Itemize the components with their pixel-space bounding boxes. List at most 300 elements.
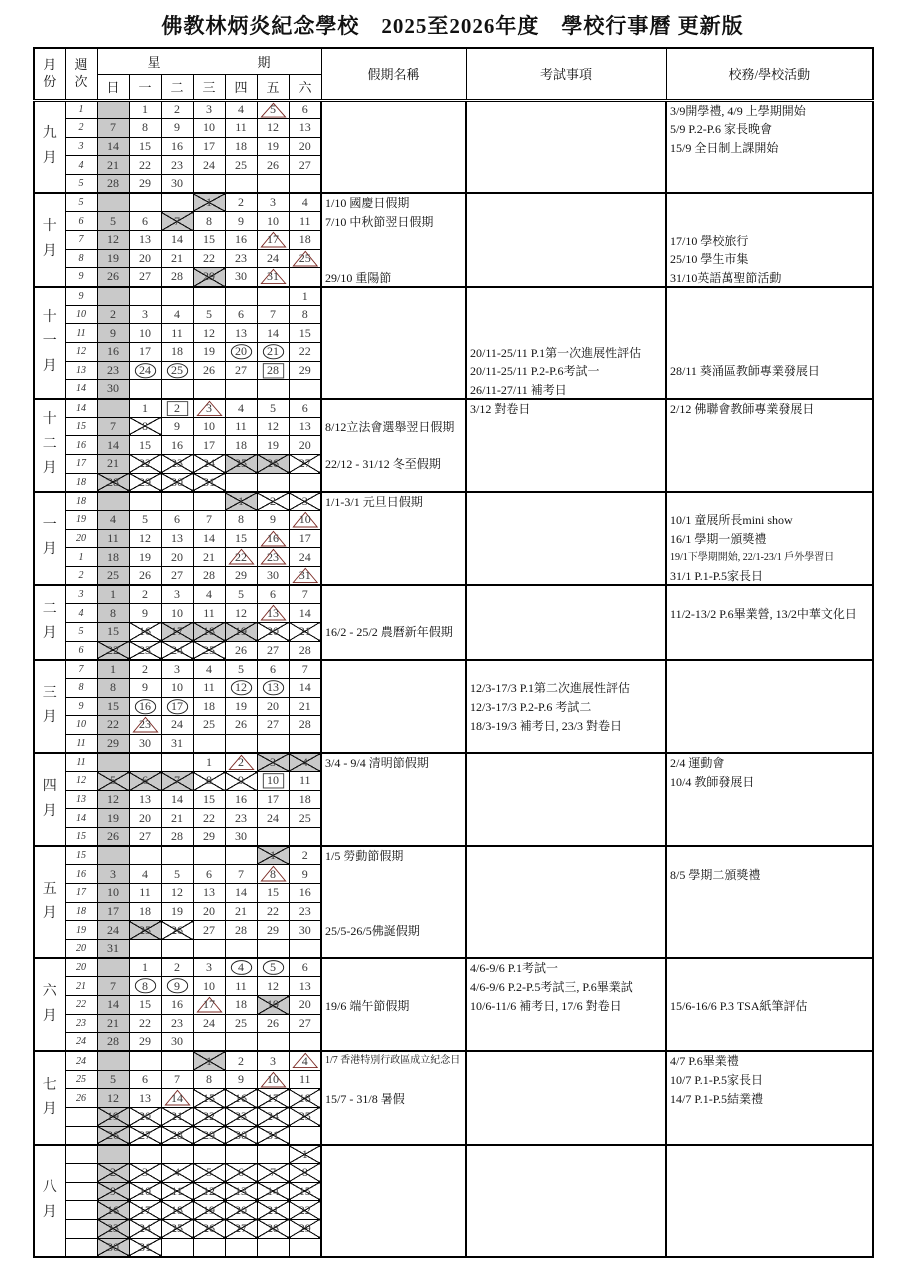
date-cell bbox=[97, 958, 129, 977]
date-cell bbox=[129, 790, 161, 809]
date-number: 4 bbox=[238, 102, 244, 117]
date-cell bbox=[257, 436, 289, 455]
date-number: 22 bbox=[203, 1109, 215, 1124]
activity-cell bbox=[666, 1051, 873, 1144]
date-number: 19 bbox=[107, 1109, 119, 1124]
date-number: 19 bbox=[235, 624, 247, 639]
date-number: 4 bbox=[174, 307, 180, 322]
date-cell bbox=[257, 604, 289, 623]
date-number: 23 bbox=[139, 642, 151, 657]
week-number-cell: 15 bbox=[65, 828, 97, 847]
date-cell bbox=[97, 1201, 129, 1220]
date-cell bbox=[161, 399, 193, 418]
date-cell bbox=[225, 921, 257, 940]
date-number: 20 bbox=[298, 139, 311, 154]
date-number: 22 bbox=[139, 1015, 151, 1030]
date-number: 9 bbox=[142, 605, 148, 620]
date-cell bbox=[257, 716, 289, 735]
date-number: 4 bbox=[238, 960, 244, 975]
date-cell bbox=[129, 156, 161, 175]
date-cell bbox=[129, 268, 161, 287]
date-number: 26 bbox=[203, 363, 215, 378]
week-number-cell: 17 bbox=[65, 884, 97, 903]
date-number: 11 bbox=[235, 418, 247, 433]
date-number: 31 bbox=[267, 1127, 279, 1142]
date-cell bbox=[225, 343, 257, 362]
date-cell bbox=[289, 324, 321, 343]
exam-cell bbox=[466, 193, 666, 286]
header-weekdays-group: 星期 bbox=[97, 48, 321, 74]
month-label: 九月 bbox=[42, 126, 57, 166]
date-cell bbox=[129, 902, 161, 921]
date-cell bbox=[225, 1089, 257, 1108]
date-number: 13 bbox=[267, 680, 279, 695]
date-cell bbox=[225, 1163, 257, 1182]
date-cell bbox=[193, 1033, 225, 1052]
date-cell bbox=[289, 1051, 321, 1070]
date-number: 19 bbox=[203, 1202, 215, 1217]
date-number: 21 bbox=[298, 698, 311, 713]
date-number: 10 bbox=[171, 605, 183, 620]
date-cell bbox=[97, 492, 129, 511]
date-cell bbox=[225, 865, 257, 884]
exam-notes bbox=[467, 754, 665, 845]
date-cell bbox=[193, 809, 225, 828]
date-number: 13 bbox=[139, 792, 151, 807]
date-cell bbox=[289, 1219, 321, 1238]
date-cell bbox=[193, 678, 225, 697]
date-number: 8 bbox=[142, 120, 148, 135]
week-number-cell: 10 bbox=[65, 305, 97, 324]
date-number: 5 bbox=[174, 866, 180, 881]
activity-text: 15/6-16/6 P.3 TSA紙筆評估 bbox=[670, 998, 808, 1013]
activity-cell bbox=[666, 585, 873, 660]
date-cell bbox=[257, 510, 289, 529]
date-number: 26 bbox=[267, 1015, 279, 1030]
date-cell bbox=[97, 100, 129, 119]
date-cell bbox=[161, 1070, 193, 1089]
date-cell bbox=[129, 1033, 161, 1052]
date-number: 26 bbox=[267, 456, 279, 471]
date-cell bbox=[289, 287, 321, 306]
date-number: 28 bbox=[171, 1127, 183, 1142]
date-cell bbox=[161, 753, 193, 772]
date-cell bbox=[161, 193, 193, 212]
date-cell bbox=[129, 212, 161, 231]
date-cell bbox=[129, 529, 161, 548]
date-number: 2 bbox=[110, 1165, 116, 1180]
date-cell bbox=[97, 604, 129, 623]
date-number: 9 bbox=[174, 418, 180, 433]
date-number: 9 bbox=[110, 1183, 116, 1198]
date-number: 28 bbox=[107, 1034, 119, 1049]
holiday-cell bbox=[321, 753, 466, 846]
date-number: 12 bbox=[171, 885, 183, 900]
date-number: 14 bbox=[203, 530, 215, 545]
date-cell bbox=[97, 454, 129, 473]
date-number: 28 bbox=[298, 717, 311, 732]
date-cell bbox=[257, 828, 289, 847]
date-cell bbox=[257, 268, 289, 287]
date-cell bbox=[257, 287, 289, 306]
date-cell bbox=[97, 268, 129, 287]
date-cell bbox=[225, 137, 257, 156]
date-number: 18 bbox=[203, 624, 215, 639]
date-number: 5 bbox=[270, 102, 276, 117]
exam-notes bbox=[467, 661, 665, 752]
date-number: 3 bbox=[270, 195, 276, 210]
date-cell bbox=[193, 473, 225, 492]
date-cell bbox=[97, 510, 129, 529]
date-number: 20 bbox=[267, 698, 279, 713]
date-number: 19 bbox=[107, 810, 119, 825]
date-number: 15 bbox=[298, 1183, 311, 1198]
date-number: 26 bbox=[267, 157, 279, 172]
date-cell bbox=[161, 156, 193, 175]
header-month: 月份 bbox=[34, 48, 65, 100]
week-row bbox=[34, 585, 873, 604]
date-number: 7 bbox=[270, 307, 276, 322]
date-cell bbox=[257, 548, 289, 567]
date-number: 28 bbox=[203, 567, 215, 582]
date-cell bbox=[257, 119, 289, 138]
date-number: 20 bbox=[171, 549, 183, 564]
date-cell bbox=[161, 828, 193, 847]
date-cell bbox=[257, 361, 289, 380]
date-number: 18 bbox=[235, 139, 247, 154]
date-cell bbox=[289, 231, 321, 250]
week-number-cell: 12 bbox=[65, 772, 97, 791]
date-cell bbox=[129, 137, 161, 156]
date-cell bbox=[289, 1126, 321, 1145]
date-cell bbox=[97, 1033, 129, 1052]
week-number-cell: 17 bbox=[65, 454, 97, 473]
exam-cell bbox=[466, 492, 666, 585]
date-cell bbox=[225, 268, 257, 287]
date-number: 2 bbox=[238, 1053, 244, 1068]
date-cell bbox=[161, 1238, 193, 1257]
date-cell bbox=[193, 156, 225, 175]
date-number: 7 bbox=[174, 773, 180, 788]
date-number: 10 bbox=[171, 680, 183, 695]
week-number-cell: 24 bbox=[65, 1033, 97, 1052]
date-cell bbox=[257, 641, 289, 660]
date-number: 31 bbox=[298, 567, 311, 582]
date-number: 11 bbox=[235, 120, 247, 135]
date-cell bbox=[161, 697, 193, 716]
date-cell bbox=[289, 529, 321, 548]
week-number-cell: 11 bbox=[65, 734, 97, 753]
date-cell bbox=[161, 548, 193, 567]
date-number: 22 bbox=[203, 251, 215, 266]
date-cell bbox=[225, 529, 257, 548]
date-cell bbox=[129, 287, 161, 306]
date-number: 25 bbox=[298, 1109, 311, 1124]
date-number: 29 bbox=[139, 1034, 151, 1049]
date-cell bbox=[289, 417, 321, 436]
exam-notes bbox=[467, 1146, 665, 1256]
holiday-notes bbox=[322, 1052, 465, 1143]
date-number: 3 bbox=[174, 661, 180, 676]
date-cell bbox=[193, 566, 225, 585]
activity-notes bbox=[667, 1146, 872, 1256]
holiday-cell bbox=[321, 846, 466, 958]
date-number: 13 bbox=[139, 232, 151, 247]
date-number: 25 bbox=[235, 157, 247, 172]
header-holiday: 假期名稱 bbox=[321, 48, 466, 100]
date-cell bbox=[97, 1051, 129, 1070]
date-number: 2 bbox=[270, 493, 276, 508]
date-cell bbox=[193, 399, 225, 418]
date-cell bbox=[193, 417, 225, 436]
date-cell bbox=[129, 1070, 161, 1089]
date-cell bbox=[129, 1051, 161, 1070]
date-number: 10 bbox=[267, 1071, 279, 1086]
date-number: 6 bbox=[301, 102, 308, 117]
date-cell bbox=[289, 510, 321, 529]
week-row bbox=[34, 1145, 873, 1164]
date-number: 19 bbox=[139, 549, 151, 564]
date-number: 11 bbox=[171, 325, 183, 340]
date-cell bbox=[193, 249, 225, 268]
date-cell bbox=[97, 193, 129, 212]
date-cell bbox=[161, 996, 193, 1015]
date-cell bbox=[161, 268, 193, 287]
date-cell bbox=[129, 566, 161, 585]
week-number-cell: 5 bbox=[65, 193, 97, 212]
date-cell bbox=[97, 361, 129, 380]
date-cell bbox=[225, 212, 257, 231]
date-number: 14 bbox=[107, 437, 119, 452]
week-row bbox=[34, 287, 873, 306]
date-cell bbox=[193, 305, 225, 324]
date-number: 6 bbox=[142, 213, 148, 228]
date-cell bbox=[129, 399, 161, 418]
date-cell bbox=[97, 137, 129, 156]
date-cell bbox=[257, 753, 289, 772]
week-number-cell: 9 bbox=[65, 268, 97, 287]
date-number: 29 bbox=[203, 269, 215, 284]
date-cell bbox=[257, 380, 289, 399]
date-cell bbox=[129, 996, 161, 1015]
date-number: 27 bbox=[171, 567, 183, 582]
date-cell bbox=[289, 958, 321, 977]
week-number-cell: 8 bbox=[65, 249, 97, 268]
date-number: 7 bbox=[238, 866, 244, 881]
date-number: 5 bbox=[238, 587, 244, 602]
month-label: 七月 bbox=[42, 1077, 57, 1118]
activity-text: 3/9開學禮, 4/9 上學期開始 bbox=[670, 103, 806, 118]
exam-cell bbox=[466, 287, 666, 399]
exam-cell bbox=[466, 100, 666, 193]
week-number-cell: 8 bbox=[65, 678, 97, 697]
date-number: 20 bbox=[139, 251, 151, 266]
date-cell bbox=[161, 324, 193, 343]
week-number-cell: 18 bbox=[65, 473, 97, 492]
exam-notes bbox=[467, 1052, 665, 1143]
holiday-text: 16/2 - 25/2 農曆新年假期 bbox=[325, 625, 453, 640]
date-number: 3 bbox=[206, 400, 212, 415]
header-exam: 考試事項 bbox=[466, 48, 666, 100]
date-cell bbox=[193, 361, 225, 380]
date-cell bbox=[193, 1014, 225, 1033]
date-cell bbox=[129, 697, 161, 716]
month-cell bbox=[34, 100, 65, 193]
date-cell bbox=[193, 697, 225, 716]
month-cell bbox=[34, 753, 65, 846]
date-number: 24 bbox=[139, 363, 151, 378]
date-number: 24 bbox=[139, 1221, 151, 1236]
date-cell bbox=[289, 175, 321, 194]
week-number-cell bbox=[65, 1182, 97, 1201]
date-cell bbox=[257, 1089, 289, 1108]
date-cell bbox=[97, 678, 129, 697]
holiday-cell bbox=[321, 1051, 466, 1144]
date-number: 5 bbox=[270, 400, 276, 415]
date-number: 19 bbox=[171, 904, 183, 919]
date-cell bbox=[193, 1126, 225, 1145]
date-cell bbox=[97, 996, 129, 1015]
date-cell bbox=[97, 436, 129, 455]
activity-notes bbox=[667, 1052, 872, 1143]
week-number-cell: 4 bbox=[65, 156, 97, 175]
date-cell bbox=[193, 585, 225, 604]
week-number-cell: 11 bbox=[65, 753, 97, 772]
date-cell bbox=[225, 1014, 257, 1033]
activity-text: 11/2-13/2 P.6畢業營, 13/2中華文化日 bbox=[670, 606, 857, 621]
month-cell bbox=[34, 287, 65, 399]
activity-text: 14/7 P.1-P.5結業禮 bbox=[670, 1091, 764, 1106]
date-number: 31 bbox=[267, 269, 279, 284]
exam-notes bbox=[467, 288, 665, 398]
date-number: 27 bbox=[298, 157, 311, 172]
date-cell bbox=[289, 604, 321, 623]
date-number: 23 bbox=[171, 1015, 183, 1030]
date-cell bbox=[289, 1201, 321, 1220]
date-cell bbox=[129, 753, 161, 772]
date-cell bbox=[193, 529, 225, 548]
date-cell bbox=[129, 417, 161, 436]
date-number: 3 bbox=[206, 960, 212, 975]
date-cell bbox=[161, 510, 193, 529]
date-cell bbox=[193, 137, 225, 156]
holiday-notes bbox=[322, 586, 465, 659]
date-number: 22 bbox=[139, 456, 151, 471]
date-number: 15 bbox=[139, 997, 151, 1012]
date-cell bbox=[225, 100, 257, 119]
date-cell bbox=[257, 1163, 289, 1182]
month-cell bbox=[34, 1051, 65, 1144]
date-cell bbox=[193, 324, 225, 343]
date-cell bbox=[289, 660, 321, 679]
exam-text: 4/6-9/6 P.1考試一 bbox=[470, 961, 559, 976]
week-number-cell bbox=[65, 1238, 97, 1257]
date-number: 22 bbox=[139, 157, 151, 172]
holiday-text: 1/7 香港特別行政區成立紀念日 bbox=[325, 1055, 461, 1067]
date-cell bbox=[129, 865, 161, 884]
date-number: 19 bbox=[107, 251, 119, 266]
date-number: 17 bbox=[139, 344, 151, 359]
activity-cell bbox=[666, 399, 873, 492]
date-number: 14 bbox=[267, 325, 279, 340]
date-cell bbox=[129, 193, 161, 212]
date-cell bbox=[225, 1238, 257, 1257]
date-number: 27 bbox=[235, 1221, 247, 1236]
date-number: 2 bbox=[142, 587, 148, 602]
date-cell bbox=[161, 1182, 193, 1201]
date-cell bbox=[193, 119, 225, 138]
date-cell bbox=[193, 940, 225, 959]
date-number: 22 bbox=[298, 344, 311, 359]
date-number: 29 bbox=[235, 567, 247, 582]
date-number: 23 bbox=[235, 251, 247, 266]
date-number: 16 bbox=[235, 792, 247, 807]
date-cell bbox=[193, 660, 225, 679]
exam-notes bbox=[467, 847, 665, 957]
date-cell bbox=[161, 380, 193, 399]
week-number-cell: 2 bbox=[65, 119, 97, 138]
date-cell bbox=[193, 902, 225, 921]
activity-text: 2/12 佛聯會教師專業發展日 bbox=[670, 401, 815, 416]
exam-notes bbox=[467, 400, 665, 491]
week-number-cell: 22 bbox=[65, 996, 97, 1015]
date-cell bbox=[257, 697, 289, 716]
date-cell bbox=[257, 100, 289, 119]
date-number: 11 bbox=[203, 680, 215, 695]
header-day-sun: 日 bbox=[97, 74, 129, 100]
date-number: 20 bbox=[203, 904, 215, 919]
date-number: 6 bbox=[301, 960, 308, 975]
date-number: 14 bbox=[107, 139, 119, 154]
exam-notes bbox=[467, 102, 665, 193]
date-number: 28 bbox=[267, 1221, 279, 1236]
date-cell bbox=[289, 380, 321, 399]
date-cell bbox=[257, 566, 289, 585]
date-cell bbox=[193, 454, 225, 473]
week-number-cell: 18 bbox=[65, 902, 97, 921]
date-number: 28 bbox=[107, 474, 119, 489]
date-cell bbox=[129, 734, 161, 753]
date-cell bbox=[289, 137, 321, 156]
date-cell bbox=[225, 566, 257, 585]
date-number: 4 bbox=[301, 755, 308, 770]
week-number-cell: 12 bbox=[65, 343, 97, 362]
date-number: 17 bbox=[267, 1090, 279, 1105]
date-cell bbox=[225, 1126, 257, 1145]
date-cell bbox=[225, 454, 257, 473]
date-cell bbox=[225, 510, 257, 529]
date-number: 18 bbox=[107, 549, 119, 564]
date-cell bbox=[193, 1201, 225, 1220]
date-number: 14 bbox=[171, 1090, 183, 1105]
date-number: 22 bbox=[298, 1202, 311, 1217]
date-number: 10 bbox=[267, 773, 279, 788]
date-number: 20 bbox=[235, 344, 247, 359]
holiday-text: 8/12立法會選舉翌日假期 bbox=[325, 420, 455, 435]
week-row bbox=[34, 753, 873, 772]
date-number: 4 bbox=[110, 512, 116, 527]
date-number: 18 bbox=[139, 904, 151, 919]
date-number: 7 bbox=[174, 1071, 180, 1086]
month-label: 十二月 bbox=[42, 412, 57, 477]
date-cell bbox=[257, 212, 289, 231]
month-label: 四月 bbox=[42, 779, 57, 819]
date-cell bbox=[129, 380, 161, 399]
date-number: 16 bbox=[139, 698, 151, 713]
date-number: 30 bbox=[235, 269, 247, 284]
week-number-cell: 7 bbox=[65, 660, 97, 679]
holiday-text: 3/4 - 9/4 清明節假期 bbox=[325, 755, 429, 770]
